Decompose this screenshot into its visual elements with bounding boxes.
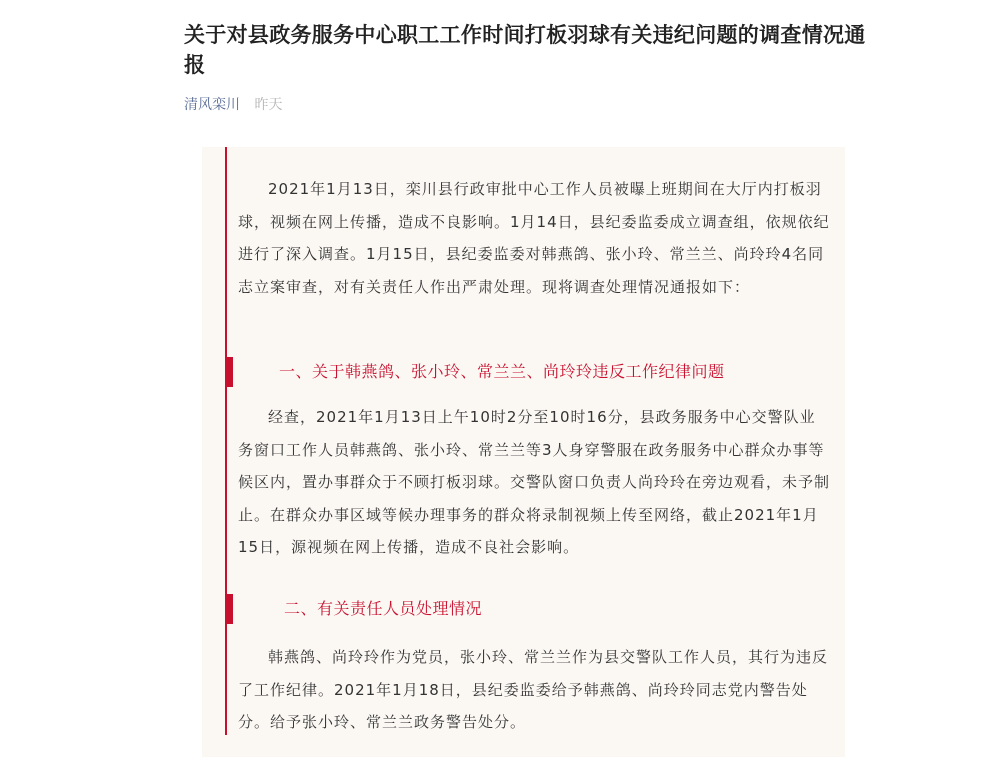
intro-paragraph: 2021年1月13日，栾川县行政审批中心工作人员被曝上班期间在大厅内打板羽球，视频在网上传播，造成不良影响。1月14日，县纪委监委成立调查组，依规依纪进行了深入调查。1月15日，县纪委监委对韩燕鸽、张小玲、常兰兰、尚玲玲4名同志立案审查，对有关责任人作出严肃处理。现将调查处理情况通报如下： [238, 180, 830, 296]
section2-title: 二、有关责任人员处理情况 [284, 599, 483, 618]
account-name-link[interactable]: 清风栾川 [184, 97, 240, 113]
content-card [202, 147, 845, 757]
section2-marker [225, 594, 233, 624]
left-accent-line [225, 147, 227, 735]
section2-paragraph: 韩燕鸽、尚玲玲作为党员，张小玲、常兰兰作为县交警队工作人员，其行为违反了工作纪律。2021年1月18日，县纪委监委给予韩燕鸽、尚玲玲同志党内警告处分。给予张小玲、常兰兰政务警告处分。 [238, 648, 829, 731]
section1-paragraph: 经查，2021年1月13日上午10时2分至10时16分，县政务服务中心交警队业务窗口工作人员韩燕鸽、张小玲、常兰兰等3人身穿警服在政务服务中心群众办事等候区内，置办事群众于不顾打板羽球。交警队窗口负责人尚玲玲在旁边观看，未予制止。在群众办事区域等候办理事务的群众将录制视频上传至网络，截止2021年1月15日，源视频在网上传播，造成不良社会影响。 [238, 408, 831, 556]
section1-marker [225, 357, 233, 387]
section1-title: 一、关于韩燕鸽、张小玲、常兰兰、尚玲玲违反工作纪律问题 [279, 362, 725, 381]
publish-time: 昨天 [254, 97, 283, 113]
article-title: 关于对县政务服务中心职工工作时间打板羽球有关违纪问题的调查情况通报 [184, 23, 866, 77]
article-meta [184, 95, 282, 115]
